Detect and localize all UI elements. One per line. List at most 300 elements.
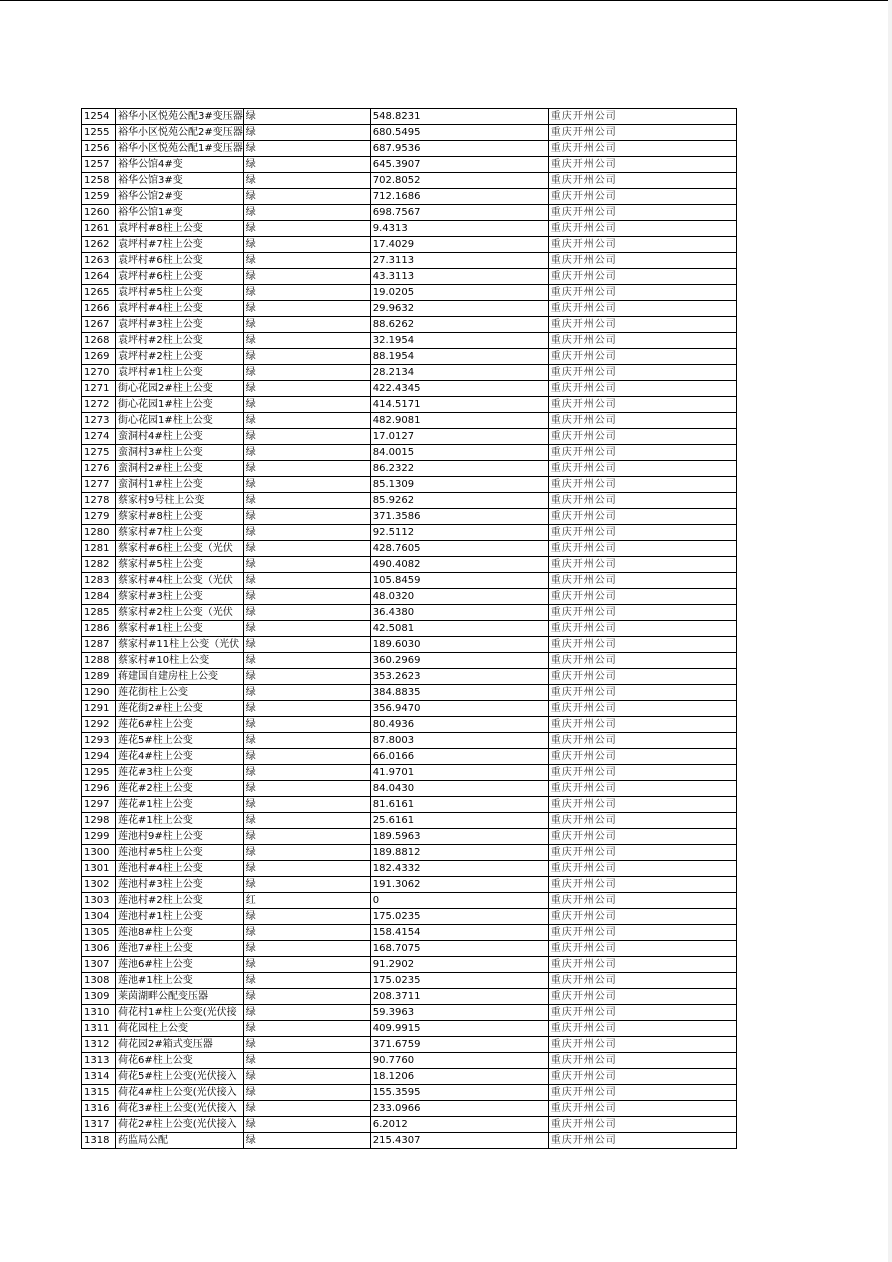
transformer-name-cell: 荷花园2#箱式变压器 — [116, 1037, 244, 1053]
load-value-cell: 59.3963 — [370, 1005, 548, 1021]
table-row — [82, 493, 737, 509]
owner-company-cell: 重庆开州公司 — [548, 397, 736, 413]
transformer-name-cell: 蔡家村#4柱上公变（光伏 — [116, 573, 244, 589]
status-color-cell: 绿 — [243, 173, 370, 189]
row-index-cell: 1279 — [82, 509, 116, 525]
status-color-cell: 绿 — [243, 845, 370, 861]
transformer-name-cell: 蔡家村#6柱上公变（光伏 — [116, 541, 244, 557]
table-row — [82, 877, 737, 893]
load-value-cell: 158.4154 — [370, 925, 548, 941]
load-value-cell: 371.6759 — [370, 1037, 548, 1053]
owner-company-cell: 重庆开州公司 — [548, 957, 736, 973]
owner-company-cell: 重庆开州公司 — [548, 1037, 736, 1053]
row-index-cell: 1309 — [82, 989, 116, 1005]
row-index-cell: 1268 — [82, 333, 116, 349]
status-color-cell: 绿 — [243, 669, 370, 685]
table-row — [82, 1021, 737, 1037]
load-value-cell: 88.6262 — [370, 317, 548, 333]
row-index-cell: 1258 — [82, 173, 116, 189]
status-color-cell: 绿 — [243, 685, 370, 701]
status-color-cell: 红 — [243, 893, 370, 909]
owner-company-cell: 重庆开州公司 — [548, 1133, 736, 1149]
owner-company-cell: 重庆开州公司 — [548, 205, 736, 221]
transformer-name-cell: 荷花2#柱上公变(光伏接入 — [116, 1117, 244, 1133]
owner-company-cell: 重庆开州公司 — [548, 989, 736, 1005]
table-row — [82, 797, 737, 813]
row-index-cell: 1306 — [82, 941, 116, 957]
row-index-cell: 1259 — [82, 189, 116, 205]
load-value-cell: 208.3711 — [370, 989, 548, 1005]
transformer-name-cell: 莲花#2柱上公变 — [116, 781, 244, 797]
status-color-cell: 绿 — [243, 365, 370, 381]
row-index-cell: 1304 — [82, 909, 116, 925]
load-value-cell: 42.5081 — [370, 621, 548, 637]
transformer-name-cell: 蔡家村#7柱上公变 — [116, 525, 244, 541]
status-color-cell: 绿 — [243, 797, 370, 813]
row-index-cell: 1254 — [82, 109, 116, 125]
table-row — [82, 525, 737, 541]
status-color-cell: 绿 — [243, 221, 370, 237]
table-row — [82, 909, 737, 925]
load-value-cell: 490.4082 — [370, 557, 548, 573]
transformer-name-cell: 袁坪村#5柱上公变 — [116, 285, 244, 301]
row-index-cell: 1263 — [82, 253, 116, 269]
owner-company-cell: 重庆开州公司 — [548, 797, 736, 813]
transformer-name-cell: 裕华公馆2#变 — [116, 189, 244, 205]
status-color-cell: 绿 — [243, 509, 370, 525]
load-value-cell: 409.9915 — [370, 1021, 548, 1037]
table-row — [82, 1037, 737, 1053]
status-color-cell: 绿 — [243, 317, 370, 333]
table-row — [82, 1069, 737, 1085]
status-color-cell: 绿 — [243, 429, 370, 445]
owner-company-cell: 重庆开州公司 — [548, 925, 736, 941]
owner-company-cell: 重庆开州公司 — [548, 669, 736, 685]
owner-company-cell: 重庆开州公司 — [548, 237, 736, 253]
transformer-name-cell: 袁坪村#2柱上公变 — [116, 349, 244, 365]
load-value-cell: 168.7075 — [370, 941, 548, 957]
table-row — [82, 109, 737, 125]
status-color-cell: 绿 — [243, 413, 370, 429]
table-row — [82, 1005, 737, 1021]
status-color-cell: 绿 — [243, 781, 370, 797]
load-value-cell: 0 — [370, 893, 548, 909]
status-color-cell: 绿 — [243, 285, 370, 301]
load-value-cell: 19.0205 — [370, 285, 548, 301]
table-row — [82, 381, 737, 397]
status-color-cell: 绿 — [243, 701, 370, 717]
status-color-cell: 绿 — [243, 1037, 370, 1053]
row-index-cell: 1317 — [82, 1117, 116, 1133]
table-row — [82, 269, 737, 285]
load-value-cell: 548.8231 — [370, 109, 548, 125]
status-color-cell: 绿 — [243, 269, 370, 285]
row-index-cell: 1299 — [82, 829, 116, 845]
load-value-cell: 43.3113 — [370, 269, 548, 285]
status-color-cell: 绿 — [243, 397, 370, 413]
transformer-name-cell: 莲池#1柱上公变 — [116, 973, 244, 989]
owner-company-cell: 重庆开州公司 — [548, 1101, 736, 1117]
owner-company-cell: 重庆开州公司 — [548, 445, 736, 461]
load-value-cell: 189.8812 — [370, 845, 548, 861]
table-row — [82, 621, 737, 637]
table-row — [82, 605, 737, 621]
table-row — [82, 237, 737, 253]
status-color-cell: 绿 — [243, 1005, 370, 1021]
load-value-cell: 18.1206 — [370, 1069, 548, 1085]
transformer-name-cell: 蔡家村9号柱上公变 — [116, 493, 244, 509]
load-value-cell: 428.7605 — [370, 541, 548, 557]
status-color-cell: 绿 — [243, 445, 370, 461]
owner-company-cell: 重庆开州公司 — [548, 765, 736, 781]
table-row — [82, 333, 737, 349]
table-row — [82, 1117, 737, 1133]
owner-company-cell: 重庆开州公司 — [548, 525, 736, 541]
status-color-cell: 绿 — [243, 925, 370, 941]
load-value-cell: 189.5963 — [370, 829, 548, 845]
transformer-name-cell: 蔡家村#5柱上公变 — [116, 557, 244, 573]
transformer-name-cell: 莲池6#柱上公变 — [116, 957, 244, 973]
load-value-cell: 360.2969 — [370, 653, 548, 669]
table-row — [82, 397, 737, 413]
status-color-cell: 绿 — [243, 909, 370, 925]
row-index-cell: 1295 — [82, 765, 116, 781]
transformer-name-cell: 荷花5#柱上公变(光伏接入 — [116, 1069, 244, 1085]
table-row — [82, 445, 737, 461]
status-color-cell: 绿 — [243, 989, 370, 1005]
row-index-cell: 1318 — [82, 1133, 116, 1149]
load-value-cell: 687.9536 — [370, 141, 548, 157]
table-row — [82, 1133, 737, 1149]
transformer-table — [81, 108, 737, 1149]
table-row — [82, 829, 737, 845]
owner-company-cell: 重庆开州公司 — [548, 349, 736, 365]
table-row — [82, 749, 737, 765]
table-row — [82, 1085, 737, 1101]
transformer-name-cell: 蔡家村#11柱上公变（光伏 — [116, 637, 244, 653]
transformer-name-cell: 莲花#1柱上公变 — [116, 797, 244, 813]
row-index-cell: 1281 — [82, 541, 116, 557]
row-index-cell: 1316 — [82, 1101, 116, 1117]
table-row — [82, 125, 737, 141]
owner-company-cell: 重庆开州公司 — [548, 173, 736, 189]
status-color-cell: 绿 — [243, 237, 370, 253]
status-color-cell: 绿 — [243, 1101, 370, 1117]
load-value-cell: 9.4313 — [370, 221, 548, 237]
transformer-name-cell: 莲花街2#柱上公变 — [116, 701, 244, 717]
table-row — [82, 317, 737, 333]
transformer-name-cell: 莲池村9#柱上公变 — [116, 829, 244, 845]
load-value-cell: 41.9701 — [370, 765, 548, 781]
owner-company-cell: 重庆开州公司 — [548, 365, 736, 381]
status-color-cell: 绿 — [243, 1117, 370, 1133]
row-index-cell: 1270 — [82, 365, 116, 381]
status-color-cell: 绿 — [243, 1053, 370, 1069]
transformer-name-cell: 袁坪村#6柱上公变 — [116, 253, 244, 269]
transformer-name-cell: 莲池7#柱上公变 — [116, 941, 244, 957]
table-row — [82, 253, 737, 269]
status-color-cell: 绿 — [243, 749, 370, 765]
load-value-cell: 85.9262 — [370, 493, 548, 509]
row-index-cell: 1277 — [82, 477, 116, 493]
transformer-name-cell: 袁坪村#3柱上公变 — [116, 317, 244, 333]
transformer-name-cell: 莲花6#柱上公变 — [116, 717, 244, 733]
transformer-name-cell: 荷花3#柱上公变(光伏接入 — [116, 1101, 244, 1117]
transformer-name-cell: 裕华小区悦苑公配3#变压器 — [116, 109, 244, 125]
owner-company-cell: 重庆开州公司 — [548, 893, 736, 909]
transformer-name-cell: 蔡家村#10柱上公变 — [116, 653, 244, 669]
status-color-cell: 绿 — [243, 333, 370, 349]
status-color-cell: 绿 — [243, 941, 370, 957]
table-row — [82, 925, 737, 941]
owner-company-cell: 重庆开州公司 — [548, 605, 736, 621]
transformer-name-cell: 袁坪村#7柱上公变 — [116, 237, 244, 253]
transformer-name-cell: 袁坪村#2柱上公变 — [116, 333, 244, 349]
owner-company-cell: 重庆开州公司 — [548, 637, 736, 653]
status-color-cell: 绿 — [243, 109, 370, 125]
load-value-cell: 27.3113 — [370, 253, 548, 269]
transformer-name-cell: 莲花街柱上公变 — [116, 685, 244, 701]
row-index-cell: 1297 — [82, 797, 116, 813]
transformer-name-cell: 莲池8#柱上公变 — [116, 925, 244, 941]
status-color-cell: 绿 — [243, 765, 370, 781]
transformer-name-cell: 蔡家村#3柱上公变 — [116, 589, 244, 605]
transformer-name-cell: 莲池村#2柱上公变 — [116, 893, 244, 909]
status-color-cell: 绿 — [243, 189, 370, 205]
row-index-cell: 1275 — [82, 445, 116, 461]
load-value-cell: 384.8835 — [370, 685, 548, 701]
owner-company-cell: 重庆开州公司 — [548, 685, 736, 701]
owner-company-cell: 重庆开州公司 — [548, 749, 736, 765]
row-index-cell: 1310 — [82, 1005, 116, 1021]
table-row — [82, 685, 737, 701]
table-row — [82, 701, 737, 717]
table-row — [82, 973, 737, 989]
owner-company-cell: 重庆开州公司 — [548, 189, 736, 205]
table-row — [82, 573, 737, 589]
load-value-cell: 233.0966 — [370, 1101, 548, 1117]
owner-company-cell: 重庆开州公司 — [548, 221, 736, 237]
load-value-cell: 680.5495 — [370, 125, 548, 141]
owner-company-cell: 重庆开州公司 — [548, 285, 736, 301]
transformer-name-cell: 裕华公馆1#变 — [116, 205, 244, 221]
transformer-name-cell: 莲池村#4柱上公变 — [116, 861, 244, 877]
table-row — [82, 765, 737, 781]
owner-company-cell: 重庆开州公司 — [548, 973, 736, 989]
status-color-cell: 绿 — [243, 1133, 370, 1149]
row-index-cell: 1298 — [82, 813, 116, 829]
owner-company-cell: 重庆开州公司 — [548, 253, 736, 269]
row-index-cell: 1272 — [82, 397, 116, 413]
transformer-name-cell: 莲花4#柱上公变 — [116, 749, 244, 765]
load-value-cell: 17.4029 — [370, 237, 548, 253]
table-row — [82, 349, 737, 365]
status-color-cell: 绿 — [243, 589, 370, 605]
owner-company-cell: 重庆开州公司 — [548, 781, 736, 797]
owner-company-cell: 重庆开州公司 — [548, 573, 736, 589]
status-color-cell: 绿 — [243, 493, 370, 509]
transformer-name-cell: 莲花#3柱上公变 — [116, 765, 244, 781]
load-value-cell: 17.0127 — [370, 429, 548, 445]
row-index-cell: 1296 — [82, 781, 116, 797]
table-row — [82, 221, 737, 237]
table-row — [82, 653, 737, 669]
status-color-cell: 绿 — [243, 525, 370, 541]
load-value-cell: 189.6030 — [370, 637, 548, 653]
status-color-cell: 绿 — [243, 605, 370, 621]
load-value-cell: 84.0015 — [370, 445, 548, 461]
row-index-cell: 1261 — [82, 221, 116, 237]
status-color-cell: 绿 — [243, 813, 370, 829]
transformer-name-cell: 莱茵湖畔公配变压器 — [116, 989, 244, 1005]
transformer-name-cell: 袁坪村#1柱上公变 — [116, 365, 244, 381]
table-row — [82, 509, 737, 525]
load-value-cell: 92.5112 — [370, 525, 548, 541]
owner-company-cell: 重庆开州公司 — [548, 653, 736, 669]
owner-company-cell: 重庆开州公司 — [548, 717, 736, 733]
transformer-name-cell: 蛮洞村2#柱上公变 — [116, 461, 244, 477]
status-color-cell: 绿 — [243, 877, 370, 893]
status-color-cell: 绿 — [243, 157, 370, 173]
status-color-cell: 绿 — [243, 637, 370, 653]
transformer-name-cell: 袁坪村#8柱上公变 — [116, 221, 244, 237]
row-index-cell: 1266 — [82, 301, 116, 317]
status-color-cell: 绿 — [243, 1069, 370, 1085]
owner-company-cell: 重庆开州公司 — [548, 813, 736, 829]
status-color-cell: 绿 — [243, 861, 370, 877]
owner-company-cell: 重庆开州公司 — [548, 429, 736, 445]
transformer-name-cell: 荷花4#柱上公变(光伏接入 — [116, 1085, 244, 1101]
status-color-cell: 绿 — [243, 381, 370, 397]
owner-company-cell: 重庆开州公司 — [548, 621, 736, 637]
load-value-cell: 353.2623 — [370, 669, 548, 685]
owner-company-cell: 重庆开州公司 — [548, 125, 736, 141]
status-color-cell: 绿 — [243, 973, 370, 989]
transformer-name-cell: 莲花5#柱上公变 — [116, 733, 244, 749]
owner-company-cell: 重庆开州公司 — [548, 477, 736, 493]
status-color-cell: 绿 — [243, 1021, 370, 1037]
row-index-cell: 1301 — [82, 861, 116, 877]
row-index-cell: 1276 — [82, 461, 116, 477]
load-value-cell: 356.9470 — [370, 701, 548, 717]
owner-company-cell: 重庆开州公司 — [548, 1021, 736, 1037]
status-color-cell: 绿 — [243, 1085, 370, 1101]
transformer-name-cell: 街心花园1#柱上公变 — [116, 413, 244, 429]
owner-company-cell: 重庆开州公司 — [548, 557, 736, 573]
status-color-cell: 绿 — [243, 461, 370, 477]
transformer-name-cell: 蛮洞村1#柱上公变 — [116, 477, 244, 493]
transformer-name-cell: 蔡家村#1柱上公变 — [116, 621, 244, 637]
owner-company-cell: 重庆开州公司 — [548, 1085, 736, 1101]
page-top-border — [0, 0, 892, 1]
owner-company-cell: 重庆开州公司 — [548, 845, 736, 861]
row-index-cell: 1314 — [82, 1069, 116, 1085]
transformer-name-cell: 裕华小区悦苑公配2#变压器 — [116, 125, 244, 141]
owner-company-cell: 重庆开州公司 — [548, 1117, 736, 1133]
row-index-cell: 1287 — [82, 637, 116, 653]
load-value-cell: 28.2134 — [370, 365, 548, 381]
load-value-cell: 191.3062 — [370, 877, 548, 893]
owner-company-cell: 重庆开州公司 — [548, 1005, 736, 1021]
table-row — [82, 413, 737, 429]
load-value-cell: 91.2902 — [370, 957, 548, 973]
table-row — [82, 301, 737, 317]
status-color-cell: 绿 — [243, 653, 370, 669]
table-row — [82, 733, 737, 749]
table-row — [82, 541, 737, 557]
owner-company-cell: 重庆开州公司 — [548, 909, 736, 925]
owner-company-cell: 重庆开州公司 — [548, 333, 736, 349]
load-value-cell: 702.8052 — [370, 173, 548, 189]
table-row — [82, 669, 737, 685]
table-row — [82, 461, 737, 477]
load-value-cell: 81.6161 — [370, 797, 548, 813]
status-color-cell: 绿 — [243, 541, 370, 557]
table-row — [82, 141, 737, 157]
row-index-cell: 1260 — [82, 205, 116, 221]
load-value-cell: 215.4307 — [370, 1133, 548, 1149]
owner-company-cell: 重庆开州公司 — [548, 509, 736, 525]
owner-company-cell: 重庆开州公司 — [548, 701, 736, 717]
status-color-cell: 绿 — [243, 957, 370, 973]
table-row — [82, 813, 737, 829]
owner-company-cell: 重庆开州公司 — [548, 157, 736, 173]
load-value-cell: 645.3907 — [370, 157, 548, 173]
owner-company-cell: 重庆开州公司 — [548, 829, 736, 845]
status-color-cell: 绿 — [243, 829, 370, 845]
table-row — [82, 989, 737, 1005]
status-color-cell: 绿 — [243, 301, 370, 317]
table-row — [82, 173, 737, 189]
row-index-cell: 1269 — [82, 349, 116, 365]
status-color-cell: 绿 — [243, 733, 370, 749]
table-row — [82, 157, 737, 173]
status-color-cell: 绿 — [243, 253, 370, 269]
table-row — [82, 589, 737, 605]
transformer-name-cell: 街心花园2#柱上公变 — [116, 381, 244, 397]
row-index-cell: 1265 — [82, 285, 116, 301]
row-index-cell: 1264 — [82, 269, 116, 285]
load-value-cell: 422.4345 — [370, 381, 548, 397]
transformer-name-cell: 街心花园1#柱上公变 — [116, 397, 244, 413]
row-index-cell: 1262 — [82, 237, 116, 253]
load-value-cell: 88.1954 — [370, 349, 548, 365]
row-index-cell: 1288 — [82, 653, 116, 669]
transformer-name-cell: 袁坪村#6柱上公变 — [116, 269, 244, 285]
load-value-cell: 371.3586 — [370, 509, 548, 525]
row-index-cell: 1282 — [82, 557, 116, 573]
row-index-cell: 1257 — [82, 157, 116, 173]
table-row — [82, 957, 737, 973]
row-index-cell: 1273 — [82, 413, 116, 429]
table-body — [82, 109, 737, 1149]
table-row — [82, 861, 737, 877]
table-row — [82, 189, 737, 205]
load-value-cell: 105.8459 — [370, 573, 548, 589]
row-index-cell: 1274 — [82, 429, 116, 445]
load-value-cell: 66.0166 — [370, 749, 548, 765]
load-value-cell: 6.2012 — [370, 1117, 548, 1133]
table-row — [82, 285, 737, 301]
row-index-cell: 1267 — [82, 317, 116, 333]
row-index-cell: 1313 — [82, 1053, 116, 1069]
transformer-name-cell: 袁坪村#4柱上公变 — [116, 301, 244, 317]
table-row — [82, 477, 737, 493]
status-color-cell: 绿 — [243, 141, 370, 157]
load-value-cell: 175.0235 — [370, 973, 548, 989]
page-right-edge — [888, 0, 892, 1262]
transformer-name-cell: 蔡家村#8柱上公变 — [116, 509, 244, 525]
